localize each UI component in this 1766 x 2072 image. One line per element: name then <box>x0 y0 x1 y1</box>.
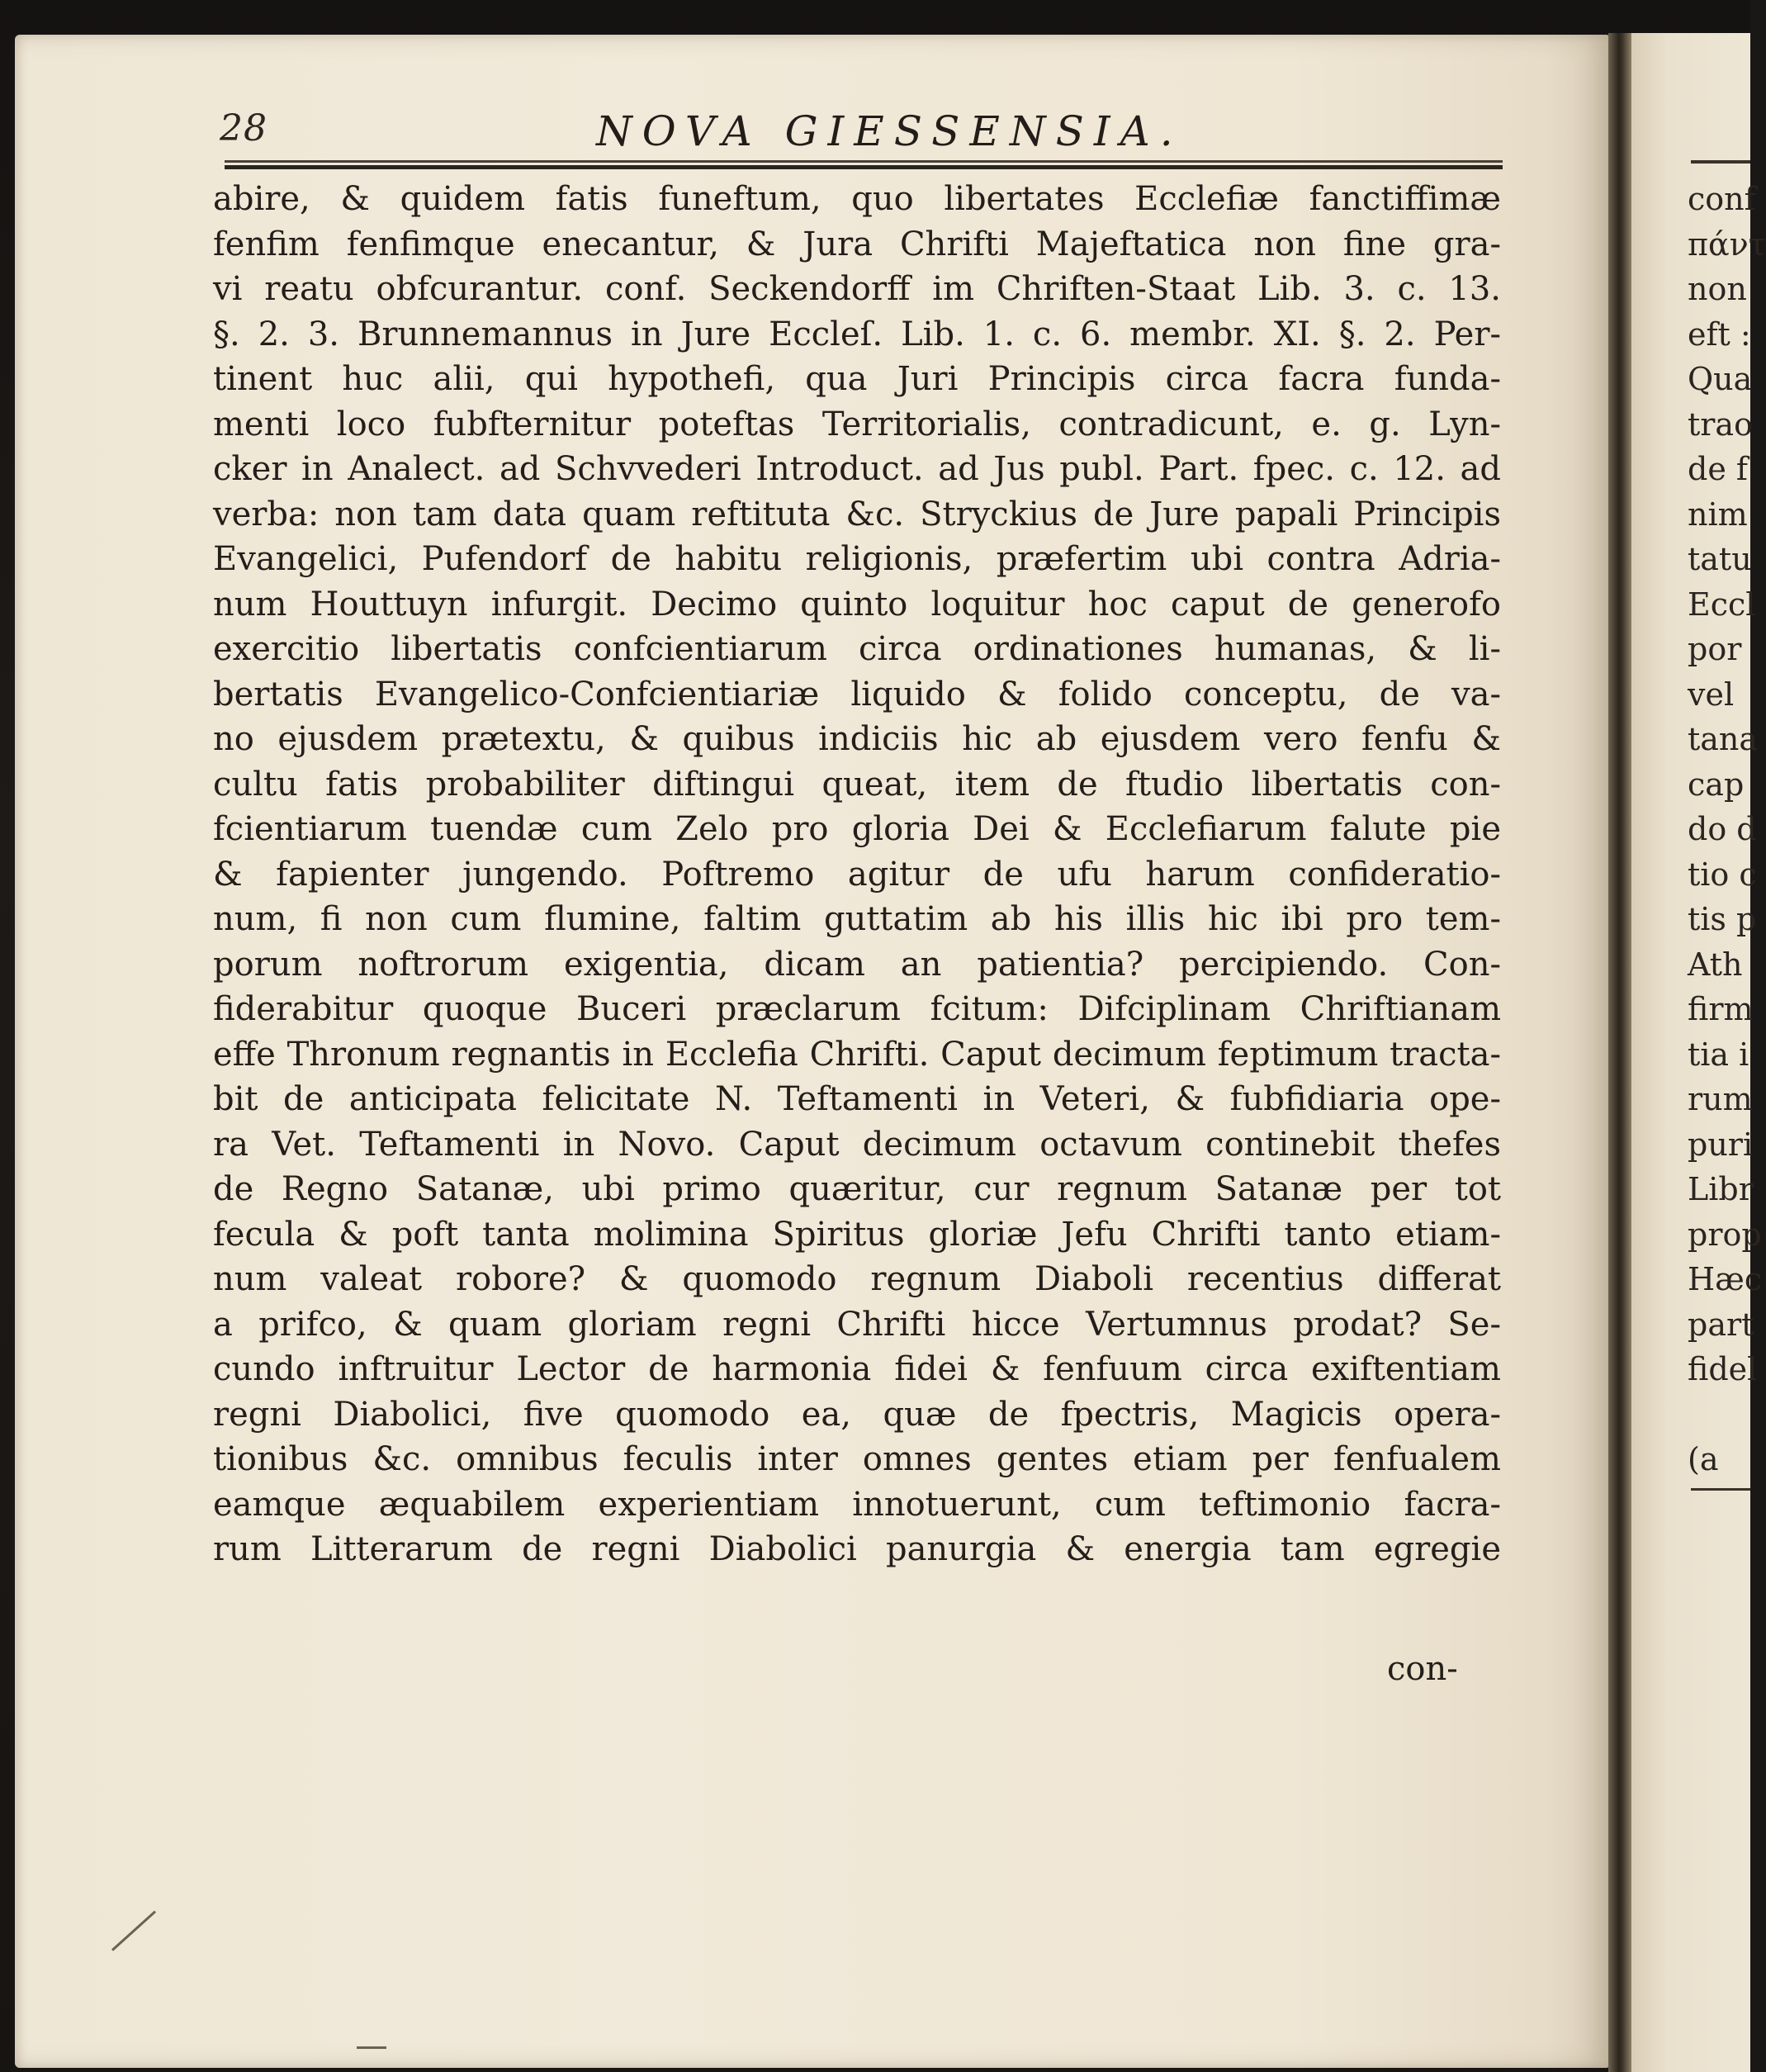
next-page-fragment: (a <box>1688 1441 1719 1477</box>
text-line: §. 2. 3. Brunnemannus in Jure Eccleſ. Lib. 1. c. 6. membr. XI. §. 2. Per- <box>213 315 1501 353</box>
dash-mark <box>357 2046 386 2049</box>
next-page-fragment: part <box>1688 1306 1754 1343</box>
next-page-fragment: nim <box>1688 495 1748 533</box>
next-page-fragment: vel <box>1688 676 1735 713</box>
next-page-fragment: Hæc <box>1688 1261 1763 1297</box>
next-page-fragment: prop <box>1688 1216 1762 1253</box>
next-page-fragment: do d <box>1688 811 1757 847</box>
text-line: Evangelici, Pufendorf de habitu religionis, præfertim ubi contra Adria- <box>213 540 1501 578</box>
next-page-fragment: Qua <box>1688 361 1753 397</box>
text-line: regni Diabolici, five quomodo ea, quæ de fpectris, Magicis opera- <box>213 1395 1501 1434</box>
header-rule-thin <box>225 160 1503 163</box>
text-line: & fapienter jungendo. Poftremo agitur de ufu harum confideratio- <box>213 855 1501 894</box>
text-line: bertatis Evangelico-Confcientiariæ liquido & folido conceptu, de va- <box>213 675 1501 714</box>
text-line: effe Thronum regnantis in Ecclefia Chrifti. Caput decimum feptimum tracta- <box>213 1035 1501 1074</box>
next-page-fragment: fidel <box>1688 1351 1758 1387</box>
text-line: rum Litterarum de regni Diabolici panurgia & energia tam egregie <box>213 1530 1501 1568</box>
header-rule-thick <box>225 165 1503 169</box>
page-header <box>213 106 1501 164</box>
text-line: tionibus &c. omnibus feculis inter omnes gentes etiam per fenfualem <box>213 1440 1501 1478</box>
next-page-footnote-rule <box>1691 1488 1750 1491</box>
text-line: de Regno Satanæ, ubi primo quæritur, cur regnum Satanæ per tot <box>213 1170 1501 1208</box>
text-line: bit de anticipata felicitate N. Teftamenti in Veteri, & fubfidiaria ope- <box>213 1080 1501 1118</box>
text-line: porum noftrorum exigentia, dicam an patientia? percipiendo. Con- <box>213 945 1501 984</box>
text-line: num, fi non cum flumine, faltim guttatim ab his illis hic ibi pro tem- <box>213 900 1501 938</box>
text-line: exercitio libertatis confcientiarum circa ordinationes humanas, & li- <box>213 630 1501 668</box>
next-page-fragment: non <box>1688 271 1747 307</box>
text-line: fecula & poft tanta molimina Spiritus gloriæ Jefu Chrifti tanto etiam- <box>213 1215 1501 1254</box>
text-line: vi reatu obfcurantur. conf. Seckendorff im Chriften-Staat Lib. 3. c. 13. <box>213 270 1501 308</box>
text-line: fenfim fenfimque enecantur, & Jura Chrifti Majeftatica non fine gra- <box>213 225 1501 263</box>
next-page-fragment: conf <box>1688 181 1756 217</box>
next-page-fragment: Libr <box>1688 1171 1754 1207</box>
next-page-fragment: tia i <box>1688 1036 1749 1073</box>
text-line: tinent huc alii, qui hypothefi, qua Juri Principis circa facra funda- <box>213 360 1501 398</box>
next-page-fragment <box>1688 1392 1754 1438</box>
text-line: fcientiarum tuendæ cum Zelo pro gloria Dei & Ecclefiarum falute pie <box>213 810 1501 848</box>
text-line: num valeat robore? & quomodo regnum Diaboli recentius differat <box>213 1260 1501 1298</box>
next-page-fragment: de f <box>1688 451 1748 487</box>
next-page-fragment: trao <box>1688 405 1753 443</box>
page-number: 28 <box>220 107 268 149</box>
text-line: ra Vet. Teftamenti in Novo. Caput decimum octavum continebit thefes <box>213 1125 1501 1164</box>
text-line: cker in Analect. ad Schvvederi Introduct. ad Jus publ. Part. fpec. c. 12. ad <box>213 450 1501 488</box>
catchword: con- <box>1387 1650 1458 1688</box>
next-page-fragment: rum <box>1688 1081 1753 1117</box>
text-line: no ejusdem prætextu, & quibus indiciis hic ab ejusdem vero fenfu & <box>213 720 1501 758</box>
next-page-fragment: Eccl <box>1688 586 1756 623</box>
body-text <box>213 177 1501 1572</box>
next-page-fragment: puri <box>1688 1126 1754 1163</box>
next-page-fragment: tio c <box>1688 856 1757 893</box>
next-page-fragment: por <box>1688 631 1742 667</box>
text-line: eamque æquabilem experientiam innotuerunt, cum teftimonio facra- <box>213 1485 1501 1524</box>
text-line: menti loco fubfternitur poteftas Territorialis, contradicunt, e. g. Lyn- <box>213 405 1501 443</box>
book-gutter <box>1608 33 1631 2072</box>
text-line: abire, & quidem fatis funeftum, quo libertates Ecclefiæ fanctiffimæ <box>213 180 1501 218</box>
text-line: verba: non tam data quam reftituta &c. Stryckius de Jure papali Principis <box>213 495 1501 533</box>
next-page-fragment: Ath <box>1688 946 1743 983</box>
text-line: fiderabitur quoque Buceri præclarum fcitum: Difciplinam Chriftianam <box>213 990 1501 1028</box>
next-page-fragment: tis p <box>1688 901 1757 937</box>
text-line: a prifco, & quam gloriam regni Chrifti hicce Vertumnus prodat? Se- <box>213 1305 1501 1344</box>
next-page-header-rule <box>1691 160 1750 164</box>
next-page-fragment: tana <box>1688 721 1759 757</box>
next-page-fragment: cap <box>1688 766 1745 803</box>
next-page-fragment: eft : <box>1688 315 1751 353</box>
running-title: NOVA GIESSENSIA. <box>596 107 1183 155</box>
text-line: num Houttuyn infurgit. Decimo quinto loquitur hoc caput de generofo <box>213 585 1501 623</box>
text-line: cultu fatis probabiliter diftingui queat, item de ftudio libertatis con- <box>213 765 1501 804</box>
next-page-fragment: πάντ <box>1688 225 1766 263</box>
next-page-text-fragments <box>1688 177 1766 1482</box>
next-page-fragment: tatu <box>1688 541 1752 577</box>
text-line: cundo inftruitur Lector de harmonia fidei & fenfuum circa exiftentiam <box>213 1350 1501 1388</box>
next-page-fragment: firm <box>1688 991 1754 1027</box>
